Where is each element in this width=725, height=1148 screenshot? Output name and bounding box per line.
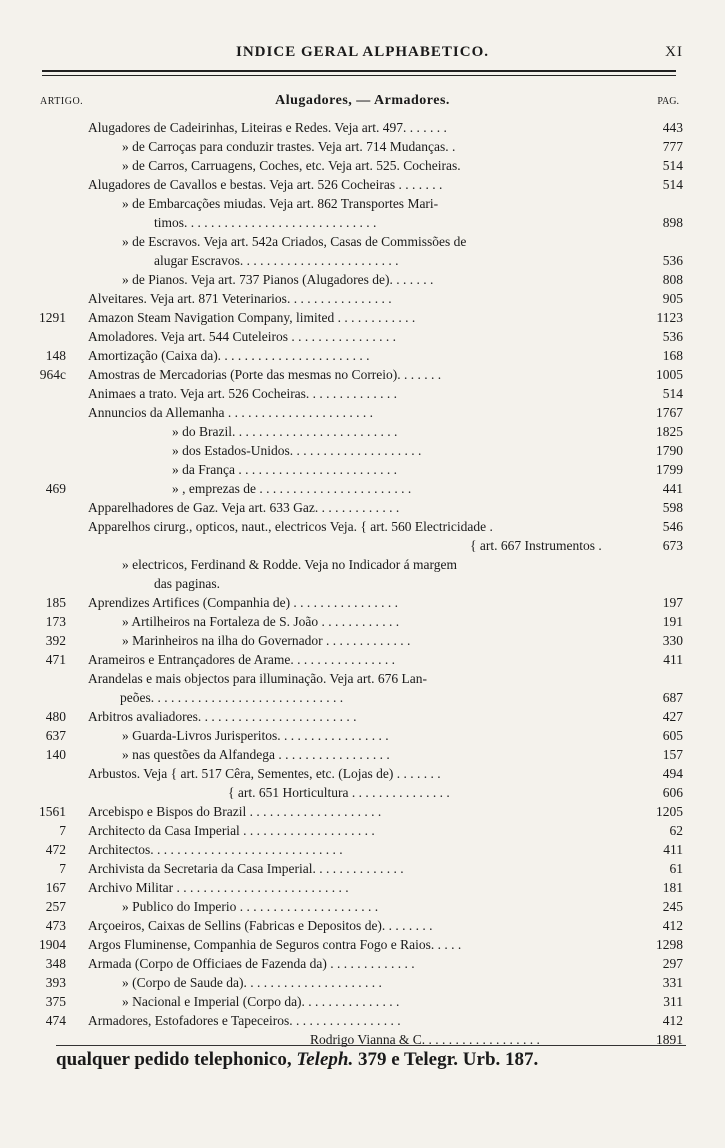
index-row xyxy=(0,308,725,327)
entry-text xyxy=(88,365,657,384)
page-ref: 427 xyxy=(662,709,683,724)
index-row xyxy=(0,118,725,137)
entry-line: » de Escravos. Veja art. 542a Criados, Casas de Commissões de xyxy=(122,234,467,249)
article-number: 1904 xyxy=(39,937,66,952)
index-row xyxy=(0,517,725,536)
index-row xyxy=(0,498,725,517)
entry-line: » de Embarcações miudas. Veja art. 862 Transportes Mari- xyxy=(122,196,439,211)
entry-text xyxy=(88,821,657,840)
entry-text xyxy=(122,631,657,650)
index-row xyxy=(0,802,725,821)
article-number: 393 xyxy=(45,975,66,990)
entry-text xyxy=(88,707,657,726)
entry-line: Rodrigo Vianna & C. . . . . . . . . . . . . . . . . . xyxy=(310,1032,540,1047)
index-row xyxy=(0,859,725,878)
entry-line: » de Carroças para conduzir trastes. Veja art. 714 Mudanças. . xyxy=(122,139,456,154)
index-row xyxy=(0,384,725,403)
page-ref: 905 xyxy=(662,291,683,306)
page-header xyxy=(0,44,725,66)
entry-line: Apparelhos cirurg., opticos, naut., electricos Veja. { art. 560 Electricidade . xyxy=(88,519,493,534)
article-number: 471 xyxy=(45,652,66,667)
index-row xyxy=(0,479,725,498)
entry-text xyxy=(88,308,657,327)
header-rule-thin xyxy=(42,75,676,76)
entry-text xyxy=(88,118,657,137)
page-ref: 514 xyxy=(662,158,683,173)
entry-line: Amortização (Caixa da). . . . . . . . . . . . . . . . . . . . . . . xyxy=(88,348,370,363)
entry-text xyxy=(88,403,657,422)
page-ref: 606 xyxy=(662,785,683,800)
index-row xyxy=(0,916,725,935)
entry-text xyxy=(88,935,657,954)
page-ref: 494 xyxy=(662,766,683,781)
index-row xyxy=(0,555,725,593)
article-number: 480 xyxy=(45,709,66,724)
page-ref: 411 xyxy=(663,652,683,667)
article-number: 185 xyxy=(45,595,66,610)
page-ref: 898 xyxy=(662,215,683,230)
page-ref: 687 xyxy=(662,690,683,705)
index-row xyxy=(0,536,725,555)
index-row xyxy=(0,156,725,175)
column-pag: PAG. xyxy=(657,96,679,107)
article-number: 7 xyxy=(59,823,66,838)
entry-line: » Artilheiros na Fortaleza de S. João . . . . . . . . . . . . xyxy=(122,614,400,629)
index-row xyxy=(0,137,725,156)
article-number: 7 xyxy=(59,861,66,876)
index-row xyxy=(0,707,725,726)
index-row xyxy=(0,194,725,232)
footer-teleph: Teleph. xyxy=(296,1049,354,1070)
entry-continuation: peões. . . . . . . . . . . . . . . . . . . . . . . . . . . . . xyxy=(120,690,344,705)
entry-text xyxy=(172,479,657,498)
page-ref: 673 xyxy=(662,538,683,553)
index-row xyxy=(0,783,725,802)
entry-line: Archivista da Secretaria da Casa Imperial. . . . . . . . . . . . . . xyxy=(88,861,404,876)
entry-text xyxy=(122,992,657,1011)
page-ref: 245 xyxy=(662,899,683,914)
entry-line: Armada (Corpo de Officiaes de Fazenda da) . . . . . . . . . . . . . xyxy=(88,956,415,971)
entry-line: Architecto da Casa Imperial . . . . . . . . . . . . . . . . . . . . xyxy=(88,823,375,838)
entry-line: » (Corpo de Saude da). . . . . . . . . . . . . . . . . . . . . xyxy=(122,975,382,990)
article-number: 173 xyxy=(45,614,66,629)
index-row xyxy=(0,422,725,441)
entry-text xyxy=(88,954,657,973)
footer-post: 379 e Telegr. Urb. 187. xyxy=(357,1049,539,1070)
entry-text xyxy=(122,270,657,289)
entry-continuation: alugar Escravos. . . . . . . . . . . . . . . . . . . . . . . . xyxy=(154,253,399,268)
index-row xyxy=(0,612,725,631)
page-ref: 536 xyxy=(662,329,683,344)
entry-text xyxy=(228,783,657,802)
entry-text xyxy=(88,289,657,308)
page-ref: 1123 xyxy=(656,310,683,325)
index-row xyxy=(0,1011,725,1030)
entry-text xyxy=(122,745,657,764)
entry-line: Amostras de Mercadorias (Porte das mesmas no Correio). . . . . . . xyxy=(88,367,442,382)
index-row xyxy=(0,441,725,460)
page-ref: 1767 xyxy=(656,405,683,420)
entry-line: » nas questões da Alfandega . . . . . . . . . . . . . . . . . xyxy=(122,747,390,762)
entry-line: » do Brazil. . . . . . . . . . . . . . . . . . . . . . . . . xyxy=(172,424,398,439)
page-ref: 514 xyxy=(662,386,683,401)
index-row xyxy=(0,346,725,365)
page-ref: 441 xyxy=(662,481,683,496)
index-row xyxy=(0,973,725,992)
page-ref: 311 xyxy=(663,994,683,1009)
index-row xyxy=(0,650,725,669)
page-ref: 62 xyxy=(669,823,683,838)
page-ref: 1825 xyxy=(656,424,683,439)
index-row xyxy=(0,232,725,270)
index-row xyxy=(0,460,725,479)
entry-text xyxy=(88,764,657,783)
section-title: Alugadores, — Armadores. xyxy=(275,93,450,108)
index-list xyxy=(0,118,725,1049)
page-ref: 1005 xyxy=(656,367,683,382)
entry-text xyxy=(88,859,657,878)
page-ref: 777 xyxy=(662,139,683,154)
page-ref: 191 xyxy=(662,614,683,629)
entry-line: Amoladores. Veja art. 544 Cuteleiros . . . . . . . . . . . . . . . . xyxy=(88,329,396,344)
page-ref: 605 xyxy=(662,728,683,743)
article-number: 257 xyxy=(45,899,66,914)
article-number: 637 xyxy=(45,728,66,743)
entry-line: » de Carros, Carruagens, Coches, etc. Veja art. 525. Cocheiras. xyxy=(122,158,461,173)
entry-line: Alveitares. Veja art. 871 Veterinarios. . . . . . . . . . . . . . . . xyxy=(88,291,392,306)
page-ref: 1205 xyxy=(656,804,683,819)
page-ref: 808 xyxy=(662,272,683,287)
entry-text xyxy=(88,327,657,346)
page-number: XI xyxy=(665,44,683,60)
article-number: 167 xyxy=(45,880,66,895)
entry-line: Arbustos. Veja { art. 517 Cêra, Sementes, etc. (Lojas de) . . . . . . . xyxy=(88,766,441,781)
article-number: 964c xyxy=(39,367,66,382)
article-number: 474 xyxy=(45,1013,66,1028)
article-number: 473 xyxy=(45,918,66,933)
entry-line: Argos Fluminense, Companhia de Seguros contra Fogo e Raios. . . . . xyxy=(88,937,462,952)
entry-text xyxy=(470,536,657,555)
page-ref: 61 xyxy=(669,861,683,876)
entry-text xyxy=(88,384,657,403)
column-headers xyxy=(0,93,725,112)
entry-text xyxy=(122,612,657,631)
page-ref: 157 xyxy=(662,747,683,762)
index-row xyxy=(0,992,725,1011)
article-number: 140 xyxy=(45,747,66,762)
entry-line: { art. 651 Horticultura . . . . . . . . . . . . . . . xyxy=(228,785,450,800)
entry-text xyxy=(88,346,657,365)
page-ref: 1891 xyxy=(656,1032,683,1047)
entry-line: Arbitros avaliadores. . . . . . . . . . . . . . . . . . . . . . . . xyxy=(88,709,357,724)
entry-text xyxy=(122,232,657,270)
article-number: 1561 xyxy=(39,804,66,819)
entry-text xyxy=(88,878,657,897)
entry-line: Aprendizes Artifices (Companhia de) . . . . . . . . . . . . . . . . xyxy=(88,595,399,610)
page-ref: 412 xyxy=(662,918,683,933)
entry-line: » Nacional e Imperial (Corpo da). . . . . . . . . . . . . . . xyxy=(122,994,400,1009)
index-row xyxy=(0,289,725,308)
entry-line: { art. 667 Instrumentos . xyxy=(470,538,602,553)
page-ref: 412 xyxy=(662,1013,683,1028)
index-row xyxy=(0,365,725,384)
page-ref: 536 xyxy=(662,253,683,268)
article-number: 392 xyxy=(45,633,66,648)
page-ref: 197 xyxy=(662,595,683,610)
page-ref: 168 xyxy=(662,348,683,363)
entry-text xyxy=(172,460,657,479)
entry-text xyxy=(122,726,657,745)
index-row xyxy=(0,897,725,916)
entry-line: Arameiros e Entrançadores de Arame. . . . . . . . . . . . . . . . xyxy=(88,652,396,667)
page-ref: 181 xyxy=(662,880,683,895)
entry-text xyxy=(88,802,657,821)
entry-line: Animaes a trato. Veja art. 526 Cocheiras. . . . . . . . . . . . . . xyxy=(88,386,398,401)
entry-text xyxy=(122,194,657,232)
entry-text xyxy=(122,897,657,916)
entry-line: » dos Estados-Unidos. . . . . . . . . . . . . . . . . . . . xyxy=(172,443,422,458)
index-row xyxy=(0,1030,725,1049)
entry-text xyxy=(88,593,657,612)
entry-text xyxy=(88,175,657,194)
index-row xyxy=(0,878,725,897)
footer-pre: qualquer pedido telephonico, xyxy=(56,1049,292,1070)
entry-line: Apparelhadores de Gaz. Veja art. 633 Gaz. . . . . . . . . . . . . xyxy=(88,500,400,515)
entry-line: » Publico do Imperio . . . . . . . . . . . . . . . . . . . . . xyxy=(122,899,379,914)
entry-text xyxy=(88,669,657,707)
index-row xyxy=(0,327,725,346)
entry-line: » da França . . . . . . . . . . . . . . . . . . . . . . . . xyxy=(172,462,397,477)
entry-text xyxy=(88,1011,657,1030)
entry-text xyxy=(88,916,657,935)
column-artigo: ARTIGO. xyxy=(40,96,84,107)
page-ref: 297 xyxy=(662,956,683,971)
entry-line: Annuncios da Allemanha . . . . . . . . . . . . . . . . . . . . . . xyxy=(88,405,373,420)
entry-line: Arçoeiros, Caixas de Sellins (Fabricas e Depositos de). . . . . . . . xyxy=(88,918,433,933)
entry-line: Arcebispo e Bispos do Brazil . . . . . . . . . . . . . . . . . . . . xyxy=(88,804,382,819)
index-row xyxy=(0,745,725,764)
header-rule xyxy=(42,70,676,72)
article-number: 1291 xyxy=(39,310,66,325)
entry-continuation: das paginas. xyxy=(154,576,220,591)
entry-text xyxy=(88,650,657,669)
entry-line: » de Pianos. Veja art. 737 Pianos (Alugadores de). . . . . . . xyxy=(122,272,434,287)
entry-continuation: timos. . . . . . . . . . . . . . . . . . . . . . . . . . . . . xyxy=(154,215,377,230)
article-number: 472 xyxy=(45,842,66,857)
entry-text xyxy=(122,156,657,175)
entry-text xyxy=(122,973,657,992)
entry-line: Architectos. . . . . . . . . . . . . . . . . . . . . . . . . . . . . xyxy=(88,842,343,857)
index-row xyxy=(0,764,725,783)
entry-text xyxy=(172,441,657,460)
page-ref: 1298 xyxy=(656,937,683,952)
entry-line: Amazon Steam Navigation Company, limited . . . . . . . . . . . . xyxy=(88,310,416,325)
entry-text xyxy=(122,137,657,156)
entry-line: » Marinheiros na ilha do Governador . . . . . . . . . . . . . xyxy=(122,633,411,648)
entry-text xyxy=(88,498,657,517)
article-number: 148 xyxy=(45,348,66,363)
entry-text xyxy=(172,422,657,441)
entry-text xyxy=(88,517,657,536)
entry-text xyxy=(122,555,657,593)
footer-rule xyxy=(56,1045,686,1046)
page-ref: 598 xyxy=(662,500,683,515)
entry-line: » Guarda-Livros Jurisperitos. . . . . . . . . . . . . . . . . xyxy=(122,728,389,743)
index-row xyxy=(0,954,725,973)
page-ref: 546 xyxy=(662,519,683,534)
article-number: 348 xyxy=(45,956,66,971)
index-row xyxy=(0,726,725,745)
index-row xyxy=(0,593,725,612)
page-ref: 330 xyxy=(662,633,683,648)
index-row xyxy=(0,821,725,840)
index-row xyxy=(0,631,725,650)
page-ref: 514 xyxy=(662,177,683,192)
page-ref: 443 xyxy=(662,120,683,135)
index-row xyxy=(0,935,725,954)
page-ref: 411 xyxy=(663,842,683,857)
index-row xyxy=(0,175,725,194)
entry-line: Arandelas e mais objectos para illuminação. Veja art. 676 Lan- xyxy=(88,671,428,686)
index-row xyxy=(0,270,725,289)
index-row xyxy=(0,403,725,422)
page-ref: 331 xyxy=(662,975,683,990)
entry-line: Armadores, Estofadores e Tapeceiros. . . . . . . . . . . . . . . . . xyxy=(88,1013,401,1028)
article-number: 469 xyxy=(45,481,66,496)
entry-line: Archivo Militar . . . . . . . . . . . . . . . . . . . . . . . . . . xyxy=(88,880,349,895)
entry-line: » electricos, Ferdinand & Rodde. Veja no Indicador á margem xyxy=(122,557,458,572)
page-ref: 1790 xyxy=(656,443,683,458)
entry-text xyxy=(88,840,657,859)
index-row xyxy=(0,669,725,707)
page-ref: 1799 xyxy=(656,462,683,477)
index-row xyxy=(0,840,725,859)
page-title: INDICE GERAL ALPHABETICO. xyxy=(236,44,489,60)
entry-line: » , emprezas de . . . . . . . . . . . . . . . . . . . . . . . xyxy=(172,481,412,496)
entry-line: Alugadores de Cavallos e bestas. Veja art. 526 Cocheiras . . . . . . . xyxy=(88,177,443,192)
article-number: 375 xyxy=(45,994,66,1009)
entry-line: Alugadores de Cadeirinhas, Liteiras e Redes. Veja art. 497. . . . . . . xyxy=(88,120,447,135)
entry-text xyxy=(310,1030,657,1049)
footer-line xyxy=(56,1049,686,1071)
